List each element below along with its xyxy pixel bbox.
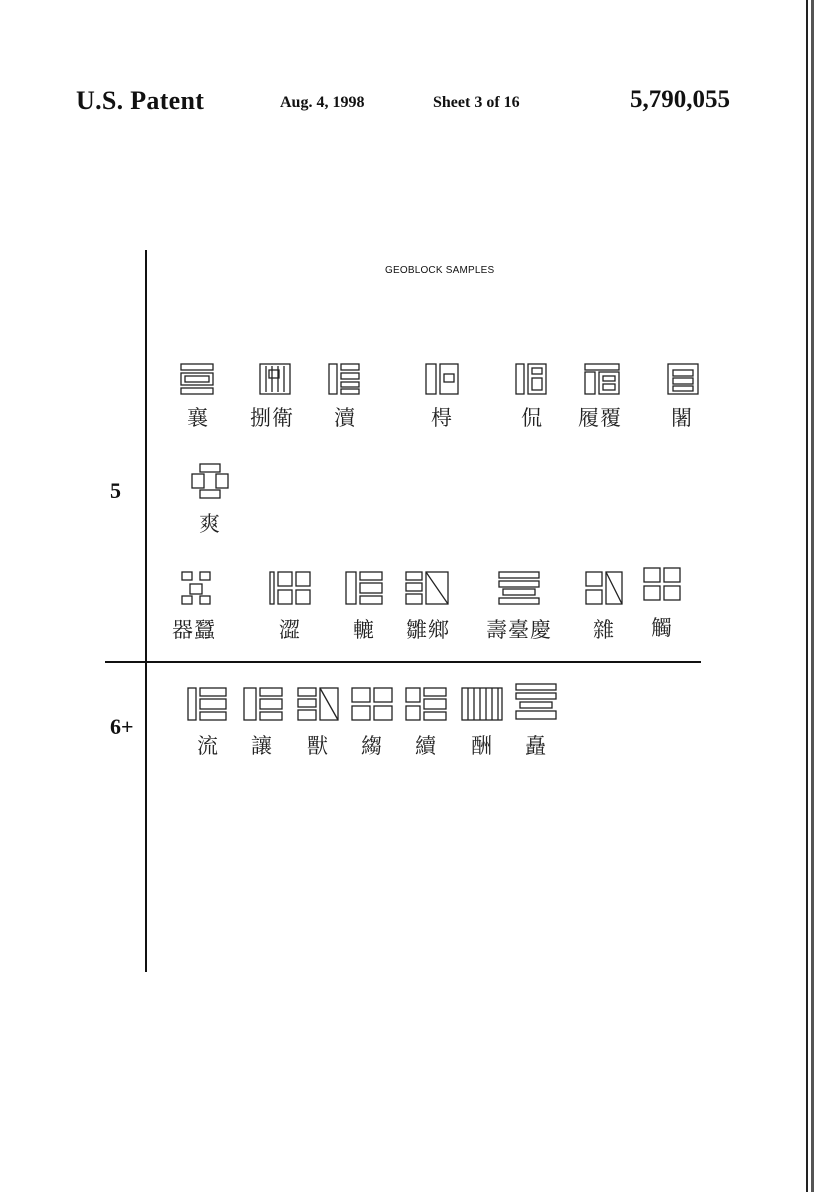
geoblock-glyph — [340, 570, 388, 608]
geoblock-sample — [162, 568, 226, 644]
sample-characters: 壽臺慶 — [486, 618, 552, 642]
sample-characters: 流 — [197, 734, 219, 758]
sample-characters: 器蠶 — [172, 618, 216, 642]
geoblock-sample — [325, 362, 365, 432]
geoblock-glyph — [580, 570, 628, 608]
geoblock-sample — [238, 684, 286, 760]
sample-characters: 瀆 — [334, 406, 356, 430]
geoblock-sample — [422, 362, 462, 432]
page-edge-line — [806, 0, 808, 1192]
geoblock-sample — [575, 362, 625, 432]
geoblock-glyph — [400, 570, 456, 608]
sample-characters: 棏 — [431, 406, 453, 430]
patent-label: U.S. Patent — [76, 86, 205, 115]
sample-characters: 觸 — [651, 616, 673, 640]
geoblock-glyph — [162, 568, 226, 608]
sample-characters: 闍 — [671, 406, 693, 430]
sample-characters: 襄 — [187, 406, 209, 430]
geoblock-sample — [512, 680, 560, 760]
geoblock-sample — [400, 570, 456, 644]
geoblock-sample — [458, 684, 506, 760]
geoblock-glyph — [422, 362, 462, 396]
geoblock-glyph — [184, 684, 232, 724]
sample-characters: 雜 — [593, 618, 615, 642]
geoblock-glyph — [575, 362, 625, 396]
geoblock-sample — [580, 570, 628, 644]
geoblock-sample — [188, 462, 232, 538]
sample-characters: 侃 — [521, 406, 543, 430]
row-label-5: 5 — [110, 478, 121, 503]
sample-characters: 縐 — [361, 734, 383, 758]
sample-characters: 澀 — [279, 618, 301, 642]
geoblock-sample — [266, 570, 314, 644]
geoblock-glyph — [458, 684, 506, 724]
geoblock-sample — [178, 362, 218, 432]
figure-title: GEOBLOCK SAMPLES — [385, 265, 495, 276]
patent-date: Aug. 4, 1998 — [280, 94, 365, 111]
sample-characters: 轆 — [353, 618, 375, 642]
geoblock-glyph — [238, 684, 286, 724]
geoblock-glyph — [489, 570, 549, 608]
row-label-6plus: 6+ — [110, 714, 134, 739]
geoblock-sample — [512, 362, 552, 432]
geoblock-sample — [340, 570, 388, 644]
sample-characters: 獸 — [307, 734, 329, 758]
geoblock-glyph — [662, 362, 702, 396]
sample-characters: 讓 — [251, 734, 273, 758]
sample-characters: 酬 — [471, 734, 493, 758]
geoblock-sample — [662, 362, 702, 432]
sample-characters: 履覆 — [578, 406, 622, 430]
geoblock-glyph — [348, 684, 396, 724]
geoblock-glyph — [402, 684, 450, 724]
sample-characters: 續 — [415, 734, 437, 758]
geoblock-glyph — [512, 362, 552, 396]
geoblock-sample — [294, 684, 342, 760]
geoblock-glyph — [252, 362, 292, 396]
sample-characters: 雛鄉 — [406, 618, 450, 642]
geoblock-glyph — [266, 570, 314, 608]
geoblock-sample — [348, 684, 396, 760]
geoblock-sample — [640, 566, 684, 642]
row-label-divider-vertical — [145, 250, 147, 972]
geoblock-glyph — [188, 462, 232, 502]
geoblock-glyph — [512, 680, 560, 724]
row-divider-horizontal — [105, 661, 701, 663]
geoblock-glyph — [294, 684, 342, 724]
geoblock-glyph — [178, 362, 218, 396]
geoblock-glyph — [640, 566, 684, 606]
patent-number: 5,790,055 — [630, 86, 730, 113]
geoblock-glyph — [325, 362, 365, 396]
sample-characters: 矗 — [525, 734, 547, 758]
geoblock-sample — [184, 684, 232, 760]
geoblock-sample — [486, 570, 552, 644]
sample-characters: 爽 — [199, 512, 221, 536]
sheet-number: Sheet 3 of 16 — [433, 94, 520, 111]
geoblock-sample — [402, 684, 450, 760]
geoblock-sample — [250, 362, 294, 432]
sample-characters: 捌衛 — [250, 406, 294, 430]
